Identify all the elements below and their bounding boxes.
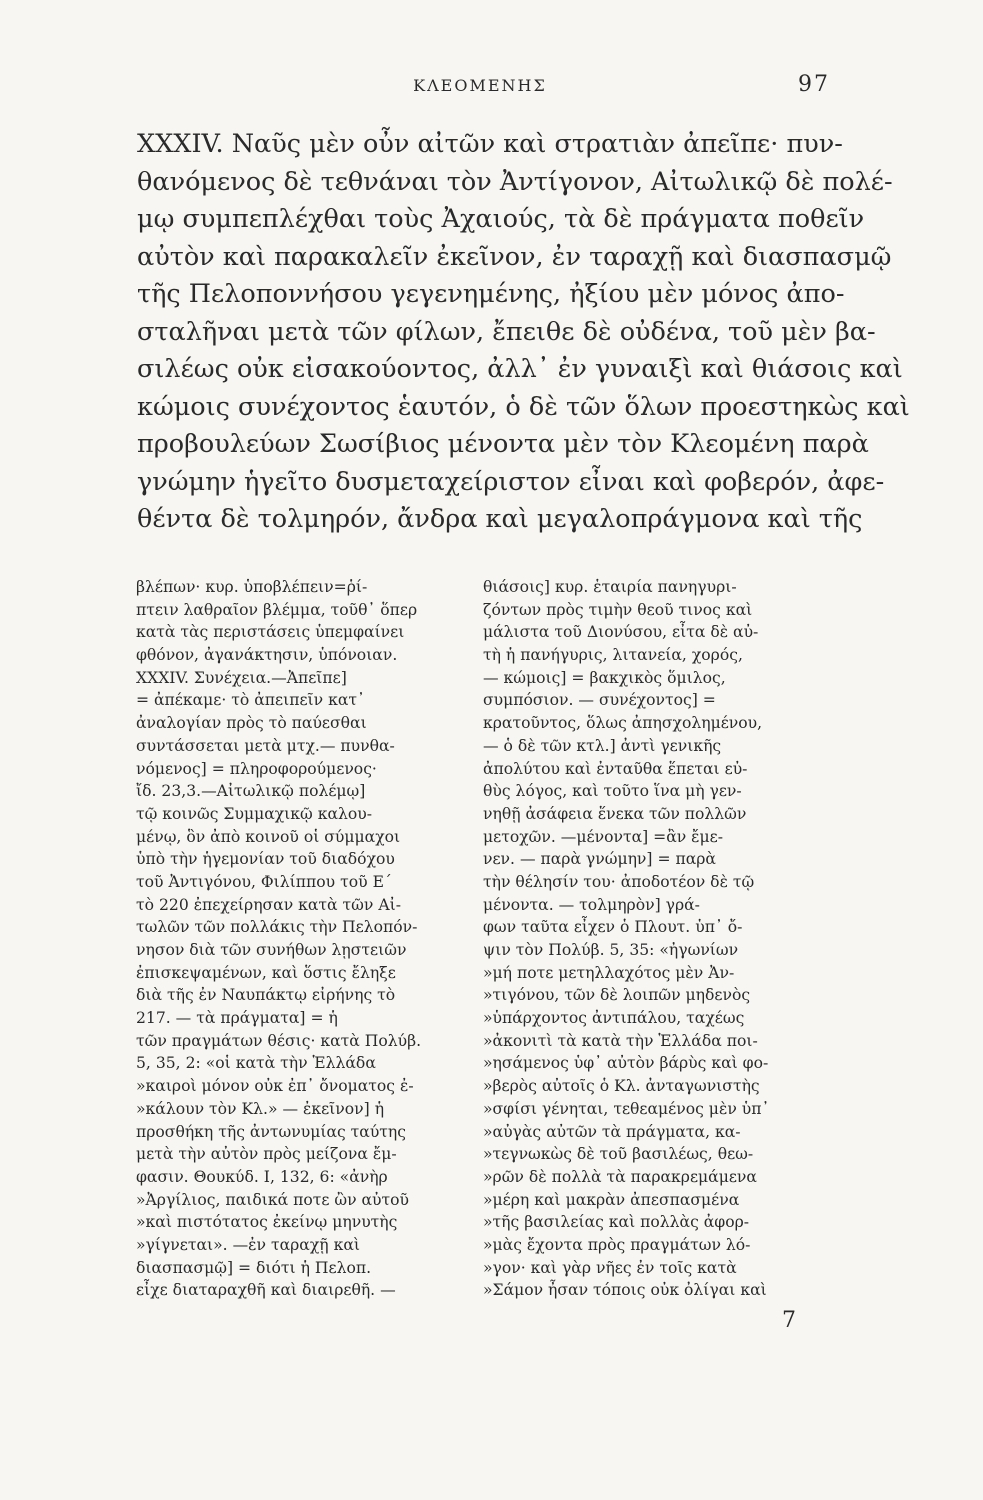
footnote-line: βλέπων· κυρ. ὑποβλέπειν=ῥί- — [136, 578, 368, 596]
footnote-line: φασιν. Θουκύδ. I, 132, 6: «ἀνὴρ — [136, 1167, 388, 1186]
main-text-line: προβουλεύων Σωσίβιος μένοντα μὲν τὸν Κλεομένη παρὰ — [137, 429, 869, 459]
footnote-line: τοῦ Ἀντιγόνου, Φιλίππου τοῦ Ε´ — [136, 872, 392, 891]
footnote-line: θιάσοις] κυρ. ἑταιρία πανηγυρι- — [483, 578, 737, 596]
main-text-line: κώμοις συνέχοντος ἑαυτόν, ὁ δὲ τῶν ὅλων προεστηκὼς καὶ — [137, 391, 910, 422]
footnote-line: »τεγνωκὼς δὲ τοῦ βασιλέως, θεω- — [483, 1145, 754, 1164]
footnote-line: ὑπὸ τὴν ἡγεμονίαν τοῦ διαδόχου — [136, 850, 395, 869]
footnote-line: νεν. — παρὰ γνώμην] = παρὰ — [483, 850, 716, 869]
footnote-line: συμπόσιον. — συνέχοντος] = — [483, 691, 716, 710]
footnote-line: θὺς λόγος, καὶ τοῦτο ἵνα μὴ γεν- — [483, 782, 742, 801]
main-text-line: XXXIV. Ναῦς μὲν οὖν αἰτῶν καὶ στρατιὰν ἀπεῖπε· πυν- — [137, 129, 843, 159]
footnote-line: = ἀπέκαμε· τὸ ἀπειπεῖν κατ᾽ — [136, 691, 365, 710]
footnote-line: μάλιστα τοῦ Διονύσου, εἶτα δὲ αὐ- — [483, 623, 759, 642]
footnote-line: »μέρη καὶ μακρὰν ἀπεσπασμένα — [483, 1190, 740, 1209]
footnote-line: ἐπισκεψαμένων, καὶ ὅστις ἔληξε — [136, 963, 396, 982]
footnote-line: 217. — τὰ πράγματα] = ἡ — [136, 1009, 338, 1028]
main-text-line: τῆς Πελοποννήσου γεγενημένης, ἠξίου μὲν μόνος ἀπο- — [137, 279, 845, 309]
footnote-line: μετοχῶν. —μένοντα] =ἂν ἔμε- — [483, 827, 724, 846]
footnote-line: εἶχε διαταραχθῆ καὶ διαιρεθῆ. — — [136, 1281, 396, 1300]
footnote-line: κρατοῦντος, ὅλως ἀπησχολημένου, — [483, 714, 763, 733]
footnote-line: »γίγνεται». —ἐν ταραχῇ καὶ — [136, 1235, 360, 1254]
footnote-line: τῶν πραγμάτων θέσις· κατὰ Πολύβ. — [136, 1031, 422, 1050]
footnote-line: διασπασμῷ] = διότι ἡ Πελοπ. — [136, 1258, 372, 1277]
footnote-line: »Ἀργίλιος, παιδικά ποτε ὢν αὐτοῦ — [136, 1190, 410, 1209]
footnote-line: ἀναλογίαν πρὸς τὸ παύεσθαι — [136, 714, 367, 733]
footnote-line: συντάσσεται μετὰ μτχ.— πυνθα- — [136, 736, 395, 755]
footnote-line: κατὰ τὰς περιστάσεις ὑπεμφαίνει — [136, 623, 405, 642]
main-text-line: αὐτὸν καὶ παρακαλεῖν ἐκεῖνον, ἐν ταραχῇ καὶ διασπασμῷ — [137, 241, 892, 272]
footnote-line: μένῳ, ὃν ἀπὸ κοινοῦ οἱ σύμμαχοι — [136, 827, 401, 846]
main-text-line: μῳ συμπεπλέχθαι τοὺς Ἀχαιούς, τὰ δὲ πράγματα ποθεῖν — [137, 204, 865, 234]
main-text — [137, 126, 910, 539]
footnote-line: νόμενος] = πληροφορούμενος· — [136, 759, 377, 778]
footnote-line: »σφίσι γένηται, τεθεαμένος μὲν ὑπ᾽ — [483, 1099, 770, 1118]
footnote-line: »μὰς ἔχοντα πρὸς πραγμάτων λό- — [483, 1235, 751, 1254]
footnote-line: »ἀκονιτὶ τὰ κατὰ τὴν Ἑλλάδα ποι- — [483, 1031, 758, 1050]
footnote-line: ἀπολύτου καὶ ἐνταῦθα ἕπεται εὐ- — [483, 759, 748, 778]
footnote-line: »Σάμον ἦσαν τόποις οὐκ ὀλίγαι καὶ — [483, 1281, 767, 1300]
footnote-line: »καιροὶ μόνον οὐκ ἐπ᾽ ὄνοματος ἐ- — [136, 1077, 414, 1096]
main-text-line: θανόμενος δὲ τεθνάναι τὸν Ἀντίγονον, Αἰτωλικῷ δὲ πολέ- — [137, 166, 893, 197]
footnote-line: »ὑπάρχοντος ἀντιπάλου, ταχέως — [483, 1009, 745, 1028]
main-text-line: σιλέως οὐκ εἰσακούοντος, ἀλλ᾽ ἐν γυναιξὶ καὶ θιάσοις καὶ — [137, 354, 903, 384]
signature-mark: 7 — [782, 1308, 796, 1333]
footnote-line: τωλῶν τῶν πολλάκις τὴν Πελοπόν- — [136, 918, 418, 937]
footnote-line: »καὶ πιστότατος ἐκείνῳ μηνυτὴς — [136, 1213, 398, 1232]
footnote-line: ζόντων πρὸς τιμὴν θεοῦ τινος καὶ — [483, 600, 753, 619]
footnote-line: — κώμοις] = βακχικὸς ὅμιλος, — [483, 668, 726, 687]
footnote-line: διὰ τῆς ἐν Ναυπάκτῳ εἰρήνης τὸ — [136, 986, 396, 1005]
footnote-line: »ρῶν δὲ πολλὰ τὰ παρακρεμάμενα — [483, 1167, 757, 1186]
footnote-line: προσθήκη τῆς ἀντωνυμίας ταύτης — [136, 1122, 407, 1141]
footnote-line: »αὐγὰς αὐτῶν τὰ πράγματα, κα- — [483, 1122, 741, 1141]
footnote-line: μετὰ τὴν αὐτὸν πρὸς μείζονα ἔμ- — [136, 1145, 397, 1164]
footnote-line: νηθῇ ἀσάφεια ἕνεκα τῶν πολλῶν — [483, 804, 747, 823]
footnote-line: τὸ 220 ἐπεχείρησαν κατὰ τῶν Αἰ- — [136, 895, 401, 914]
footnote-line: φθόνον, ἀγανάκτησιν, ὑπόνοιαν. — [136, 646, 398, 665]
footnote-line: μένοντα. — τολμηρὸν] γρά- — [483, 895, 700, 914]
footnote-line: φων ταῦτα εἶχεν ὁ Πλουτ. ὑπ᾽ ὄ- — [483, 918, 743, 937]
footnotes-right-column — [483, 576, 816, 1302]
footnote-line: 5, 35, 2: «οἱ κατὰ τὴν Ἑλλάδα — [136, 1054, 376, 1073]
running-header — [130, 72, 830, 106]
footnotes-left-column — [136, 576, 462, 1302]
footnote-line: πτειν λαθραῖον βλέμμα, τοῦθ᾽ ὅπερ — [136, 600, 418, 619]
footnote-line: »κάλουν τὸν Κλ.» — ἐκεῖνον] ἡ — [136, 1099, 385, 1118]
main-text-line: γνώμην ἡγεῖτο δυσμεταχείριστον εἶναι καὶ φοβερόν, ἀφε- — [137, 466, 885, 497]
footnote-line: »βερὸς αὐτοῖς ὁ Κλ. ἀνταγωνιστὴς — [483, 1077, 760, 1096]
footnote-line: — ὁ δὲ τῶν κτλ.] ἀντὶ γενικῆς — [483, 736, 722, 755]
footnote-line: τὴν θέλησίν του· ἀποδοτέον δὲ τῷ — [483, 872, 755, 891]
main-text-line: θέντα δὲ τολμηρόν, ἄνδρα καὶ μεγαλοπράγμονα καὶ τῆς — [137, 504, 863, 534]
footnote-line: τὴ ἡ πανήγυρις, λιτανεία, χορός, — [483, 646, 743, 665]
footnote-line: ψιν τὸν Πολύβ. 5, 35: «ἠγωνίων — [483, 941, 739, 959]
footnote-line: ἴδ. 23,3.—Αἰτωλικῷ πολέμῳ] — [136, 782, 366, 801]
footnote-line: »τῆς βασιλείας καὶ πολλὰς ἀφορ- — [483, 1213, 750, 1232]
running-title: ΚΛΕΟΜΕΝΗΣ — [413, 76, 547, 95]
footnote-line: νησον διὰ τῶν συνήθων λῃστειῶν — [136, 941, 407, 959]
footnote-line: XXXIV. Συνέχεια.—Ἀπεῖπε] — [136, 668, 347, 687]
page-number: 97 — [798, 72, 830, 97]
footnote-line: τῷ κοινῶς Συμμαχικῷ καλου- — [136, 804, 373, 823]
footnote-line: »ησάμενος ὑφ᾽ αὐτὸν βάρὺς καὶ φο- — [483, 1054, 769, 1073]
footnote-line: »τιγόνου, τῶν δὲ λοιπῶν μηδενὸς — [483, 986, 751, 1005]
footnote-line: »γον· καὶ γὰρ νῆες ἐν τοῖς κατὰ — [483, 1258, 737, 1277]
footnote-line: »μή ποτε μετηλλαχότος μὲν Ἀν- — [483, 963, 735, 982]
main-text-line: σταλῆναι μετὰ τῶν φίλων, ἔπειθε δὲ οὐδένα, τοῦ μὲν βα- — [137, 316, 876, 347]
